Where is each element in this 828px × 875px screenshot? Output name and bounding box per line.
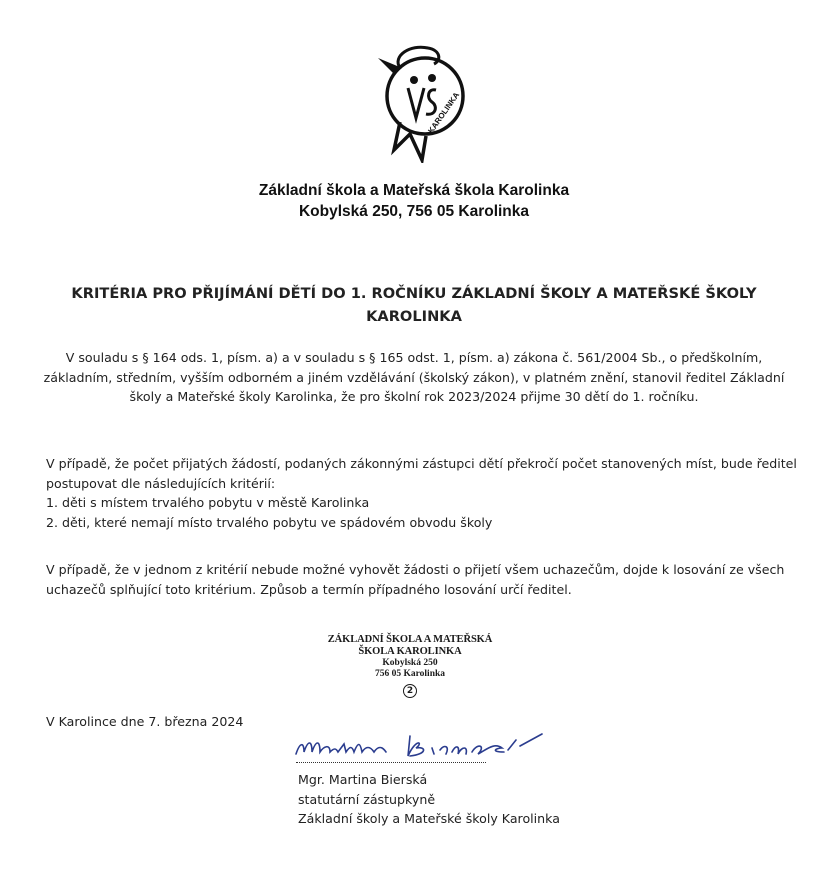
signature-icon <box>290 728 550 764</box>
school-logo-icon <box>370 38 480 163</box>
logo-text: KAROLINKA <box>426 90 462 136</box>
school-address: Kobylská 250, 756 05 Karolinka <box>298 203 530 220</box>
signer-name: Mgr. Martina Bierská <box>298 772 428 787</box>
school-name: Základní škola a Mateřská škola Karolinka <box>258 182 570 199</box>
stamp-line: Kobylská 250 <box>382 658 438 668</box>
signer-organization: Základní školy a Mateřské školy Karolinka <box>298 811 560 826</box>
list-item-text: děti, které nemají místo trvalého pobytu ve spádovém obvodu školy <box>62 514 493 530</box>
school-header <box>0 180 828 222</box>
list-item-number: 1. <box>46 495 59 510</box>
lottery-paragraph: V případě, že v jednom z kritérií nebude možné vyhovět žádosti o přijetí všem uchazečům, dojde k losování ze všech uchazečů splňující toto kritérium. Způsob a termín případného losování určí ředitel. <box>46 562 785 597</box>
place-date: V Karolince dne 7. března 2024 <box>46 714 244 729</box>
criteria-intro: V případě, že počet přijatých žádostí, podaných zákonnými zástupci dětí překročí počet stanovených míst, bude ředitel postupovat dle následujících kritérií: <box>46 456 797 491</box>
stamp-line: ZÁKLADNÍ ŠKOLA A MATEŘSKÁ <box>327 634 493 645</box>
stamp-line: ŠKOLA KAROLINKA <box>358 646 462 657</box>
signer-block <box>298 770 560 829</box>
signature-line <box>296 762 486 763</box>
stamp-number: 2 <box>403 684 417 698</box>
criteria-list <box>46 493 806 532</box>
criteria-section <box>46 454 806 532</box>
signer-role: statutární zástupkyně <box>298 791 436 807</box>
handwritten-signature <box>290 728 550 764</box>
school-stamp <box>290 634 530 698</box>
document-title: KRITÉRIA PRO PŘIJÍMÁNÍ DĚTÍ DO 1. ROČNÍKU ZÁKLADNÍ ŠKOLY A MATEŘSKÉ ŠKOLY KAROLINKA <box>71 285 757 325</box>
stamp-line: 756 05 Karolinka <box>374 669 446 679</box>
list-item <box>46 493 806 513</box>
list-item <box>46 513 806 533</box>
intro-paragraph: V souladu s § 164 ods. 1, písm. a) a v souladu s § 165 odst. 1, písm. a) zákona č. 561/2004 Sb., o předškolním, základním, středním, vyšším odborném a jiném vzdělávání (školský zákon), v platném znění, stanovil ředitel Základní školy a Mateřské školy Karolinka, že pro školní rok 2023/2024 přijme 30 dětí do 1. ročníku. <box>43 350 785 404</box>
list-item-number: 2. <box>46 514 59 530</box>
school-logo <box>370 38 480 163</box>
list-item-text: děti s místem trvalého pobytu v městě Karolinka <box>62 495 370 510</box>
